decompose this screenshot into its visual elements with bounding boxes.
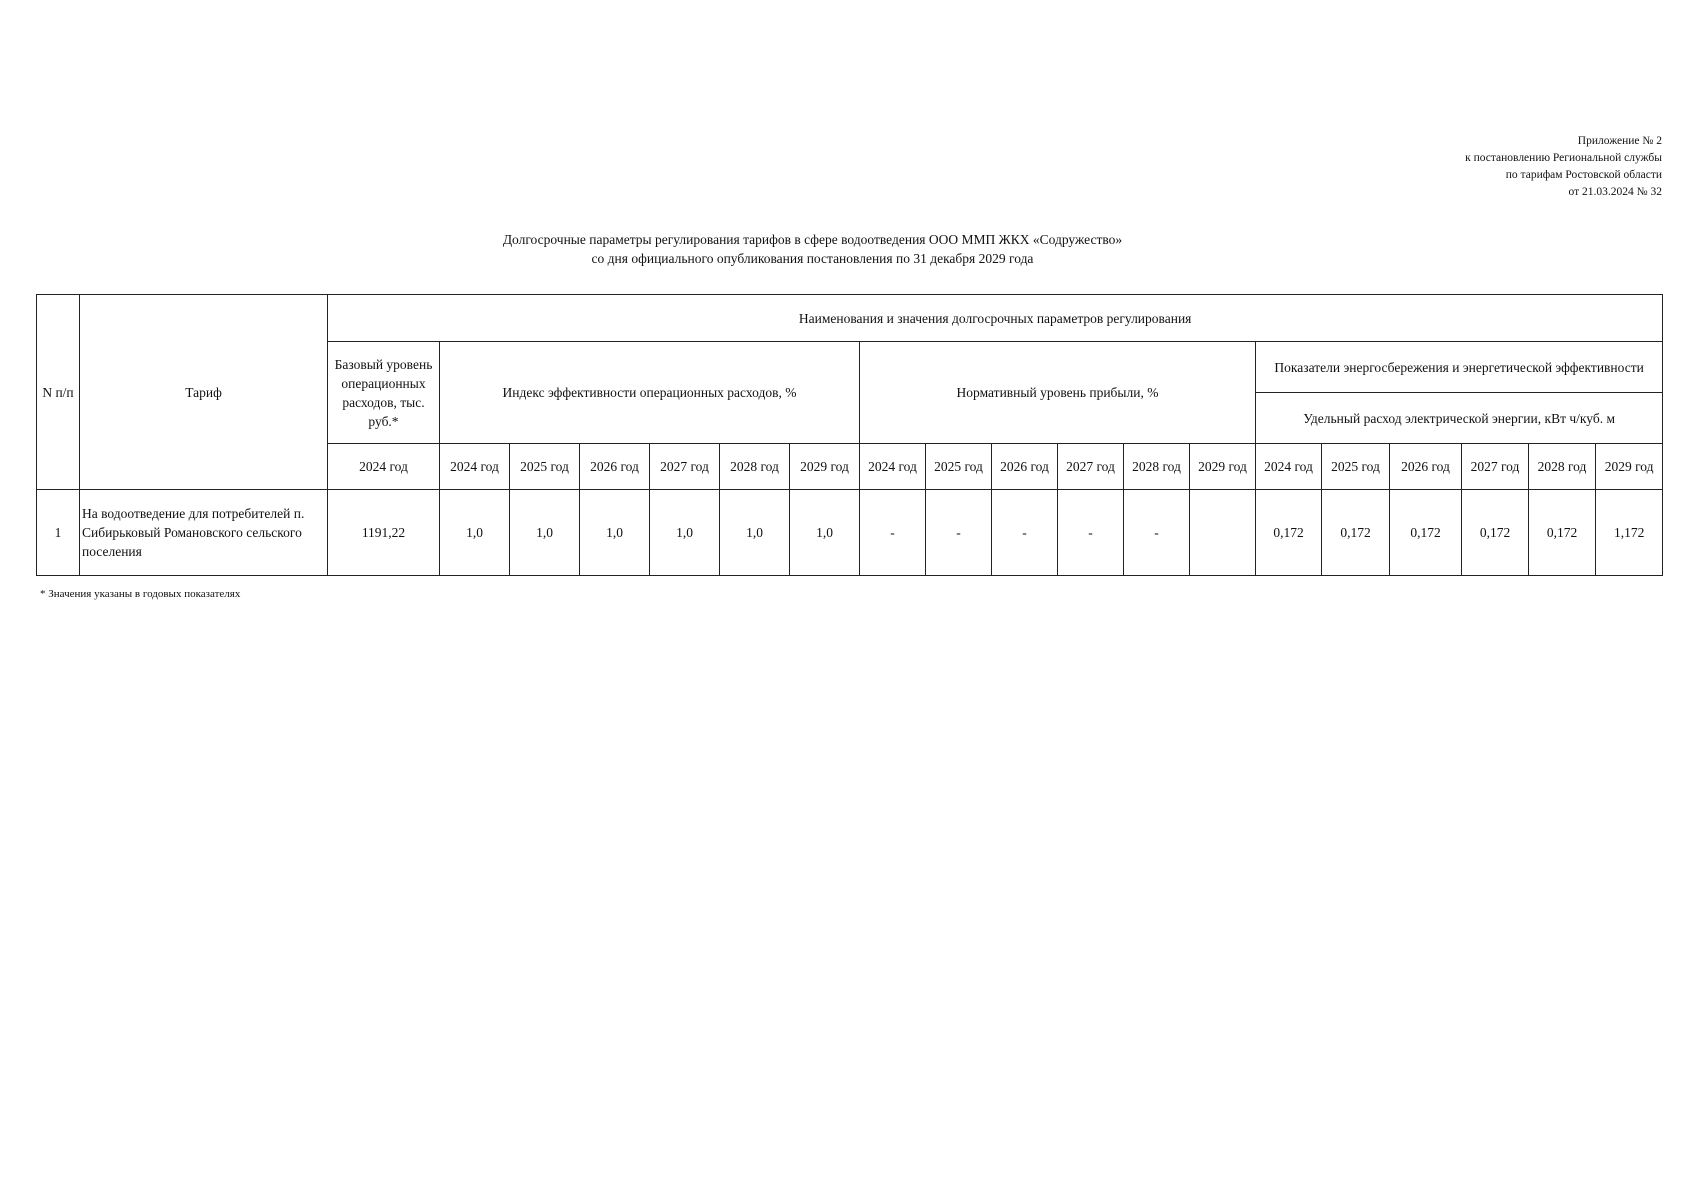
document-title [0, 230, 1625, 268]
row-profit-2024: - [860, 490, 926, 576]
col-header-tariff: Тариф [80, 295, 328, 490]
row-profit-2027: - [1058, 490, 1124, 576]
footnote: * Значения указаны в годовых показателях [40, 588, 241, 600]
col-header-num: N п/п [37, 295, 80, 490]
row-efficiency-2028: 1,0 [720, 490, 790, 576]
row-energy-2029: 1,172 [1596, 490, 1663, 576]
row-efficiency-2029: 1,0 [790, 490, 860, 576]
year-header-energy-2024: 2024 год [1256, 444, 1322, 490]
year-header-energy-2027: 2027 год [1462, 444, 1529, 490]
row-efficiency-2024: 1,0 [440, 490, 510, 576]
year-header-energy-2028: 2028 год [1529, 444, 1596, 490]
col-header-profit-level: Нормативный уровень прибыли, % [860, 342, 1256, 444]
col-header-energy-consumption: Удельный расход электрической энергии, кВт ч/куб. м [1256, 393, 1663, 444]
year-header-eff-2025: 2025 год [510, 444, 580, 490]
year-header-profit-2028: 2028 год [1124, 444, 1190, 490]
appendix-line-4: от 21.03.2024 № 32 [1568, 186, 1662, 198]
col-header-energy: Показатели энергосбережения и энергетической эффективности [1256, 342, 1663, 393]
year-header-eff-2026: 2026 год [580, 444, 650, 490]
row-energy-2028: 0,172 [1529, 490, 1596, 576]
row-energy-2024: 0,172 [1256, 490, 1322, 576]
year-header-energy-2029: 2029 год [1596, 444, 1663, 490]
title-line-1: Долгосрочные параметры регулирования тарифов в сфере водоотведения ООО ММП ЖКХ «Содружество» [502, 232, 1123, 247]
year-header-profit-2024: 2024 год [860, 444, 926, 490]
row-profit-2026: - [992, 490, 1058, 576]
col-header-efficiency-index: Индекс эффективности операционных расходов, % [440, 342, 860, 444]
row-base-level: 1191,22 [328, 490, 440, 576]
appendix-line-2: к постановлению Региональной службы [1465, 152, 1662, 164]
row-energy-2025: 0,172 [1322, 490, 1390, 576]
table-row [37, 490, 1663, 576]
parameters-table [36, 294, 1663, 576]
row-num: 1 [37, 490, 80, 576]
row-profit-2029 [1190, 490, 1256, 576]
col-header-base-level: Базовый уровень операционных расходов, тыс. руб.* [328, 342, 440, 444]
appendix-line-1: Приложение № 2 [1577, 135, 1662, 147]
row-profit-2028: - [1124, 490, 1190, 576]
title-line-2: со дня официального опубликования постановления по 31 декабря 2029 года [591, 251, 1034, 266]
row-tariff: На водоотведение для потребителей п. Сибирьковый Романовского сельского поселения [80, 490, 328, 576]
year-header-eff-2024: 2024 год [440, 444, 510, 490]
year-header-eff-2029: 2029 год [790, 444, 860, 490]
year-header-energy-2025: 2025 год [1322, 444, 1390, 490]
row-efficiency-2027: 1,0 [650, 490, 720, 576]
year-header-profit-2029: 2029 год [1190, 444, 1256, 490]
year-header-eff-2028: 2028 год [720, 444, 790, 490]
row-efficiency-2026: 1,0 [580, 490, 650, 576]
year-header-profit-2025: 2025 год [926, 444, 992, 490]
year-header-eff-2027: 2027 год [650, 444, 720, 490]
row-energy-2026: 0,172 [1390, 490, 1462, 576]
year-header-energy-2026: 2026 год [1390, 444, 1462, 490]
appendix-line-3: по тарифам Ростовской области [1505, 169, 1662, 181]
appendix-reference [1465, 133, 1662, 201]
row-profit-2025: - [926, 490, 992, 576]
row-energy-2027: 0,172 [1462, 490, 1529, 576]
year-header-profit-2027: 2027 год [1058, 444, 1124, 490]
year-header-base: 2024 год [328, 444, 440, 490]
group-header-params: Наименования и значения долгосрочных параметров регулирования [328, 295, 1663, 342]
year-header-profit-2026: 2026 год [992, 444, 1058, 490]
row-efficiency-2025: 1,0 [510, 490, 580, 576]
